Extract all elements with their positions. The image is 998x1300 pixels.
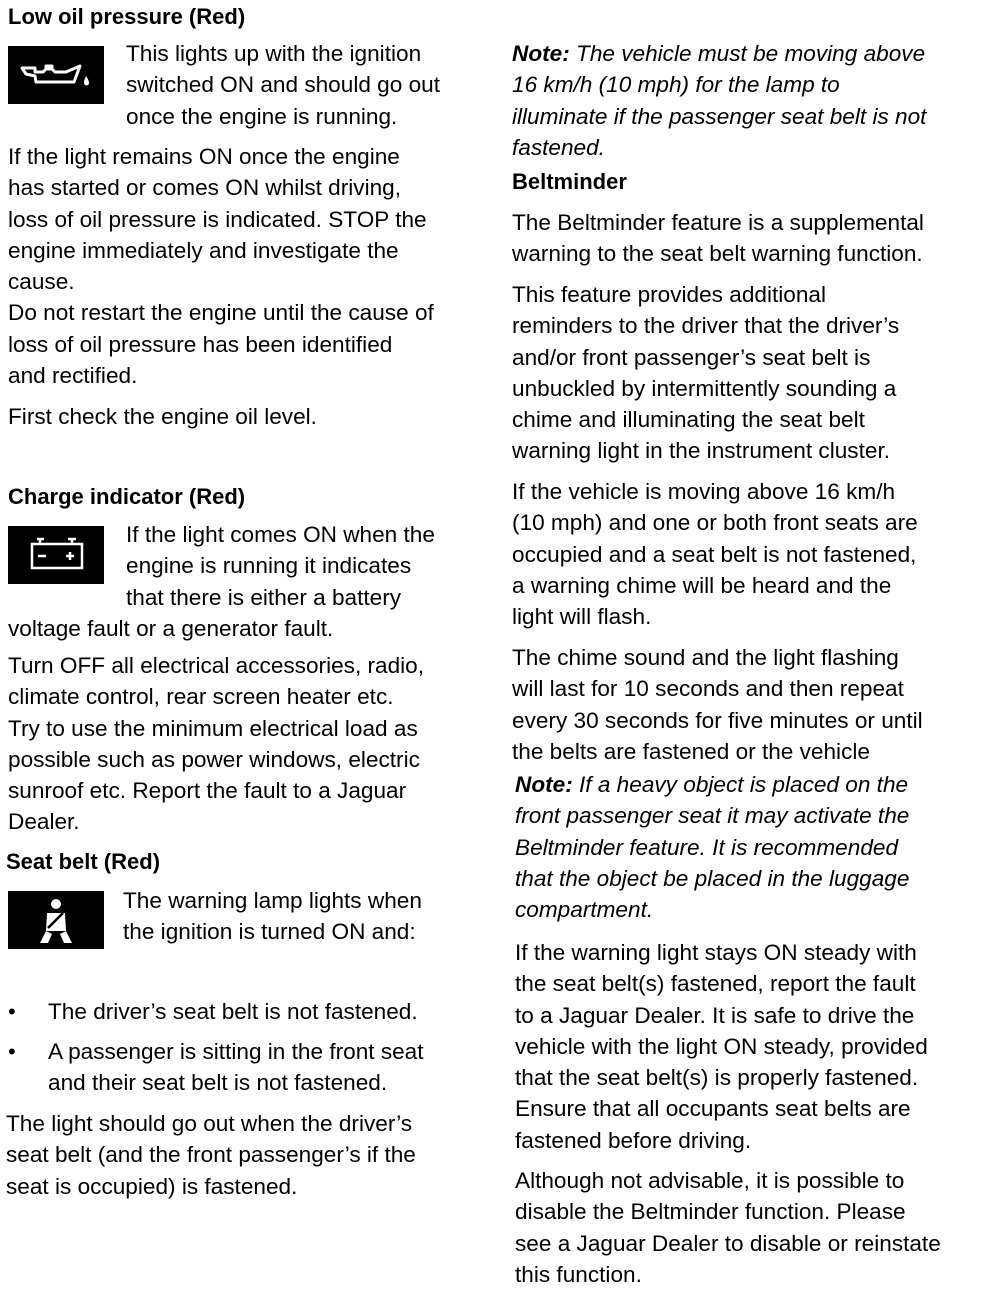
- bullet-text: The driver’s seat belt is not fastened.: [48, 999, 418, 1024]
- bullet-mark: •: [8, 999, 16, 1024]
- beltminder-heading: Beltminder: [512, 169, 627, 194]
- charge-indicator-heading: Charge indicator (Red): [8, 484, 246, 509]
- beltminder-intro: The Beltminder feature is a supplemental warning to the seat belt warning function.: [512, 210, 924, 267]
- charge-indicator-intro: If the light comes ON when the engine is running it indicates that there is either a battery: [126, 522, 435, 610]
- charge-indicator-body: Turn OFF all electrical accessories, radio, climate control, rear screen heater etc. Try to use the minimum electrical load as possible such as power windows, electric sunroof etc. Report the fault to a Jaguar Dealer.: [8, 653, 425, 835]
- oil-pressure-body: If the light remains ON once the engine has started or comes ON whilst driving, loss of oil pressure is indicated. STOP the engine immediately and investigate the cause. Do not restart the engine until the cause of loss of oil pressure has been identified and rectified.: [8, 144, 434, 389]
- disable-beltminder: Although not advisable, it is possible to disable the Beltminder function. Please see a Jaguar Dealer to disable or reinstate this function.: [515, 1168, 941, 1287]
- note-heavy-object: [515, 769, 909, 925]
- note-text: If a heavy object is placed on the front passenger seat it may activate the Beltminder feature. It is recommended that the object be placed in the luggage compartment.: [515, 772, 910, 923]
- oil-can-icon: [8, 46, 104, 104]
- list-item: [8, 1036, 486, 1100]
- bullet-mark: •: [8, 1039, 16, 1064]
- battery-icon: [8, 526, 104, 584]
- warning-light-steady: If the warning light stays ON steady with the seat belt(s) fastened, report the fault to a Jaguar Dealer. It is safe to drive the vehicle with the light ON steady, provided that the seat belt(s) is properly fastened. Ensure that all occupants seat belts are fastened before driving.: [515, 940, 928, 1153]
- note-label: Note:: [515, 772, 573, 797]
- note-label: Note:: [512, 41, 570, 66]
- oil-pressure-intro: This lights up with the ignition switched ON and should go out once the engine is running.: [126, 41, 440, 129]
- note-passenger-speed: [512, 38, 926, 163]
- beltminder-speed-condition: If the vehicle is moving above 16 km/h (10 mph) and one or both front seats are occupied and a seat belt is not fastened, a warning chime will be heard and the light will flash.: [512, 479, 918, 630]
- seat-belt-heading: Seat belt (Red): [6, 849, 161, 874]
- seat-belt-body: The light should go out when the driver’s seat belt (and the front passenger’s if the seat is occupied) is fastened.: [6, 1111, 416, 1199]
- beltminder-chime-timing: The chime sound and the light flashing will last for 10 seconds and then repeat every 30 seconds for five minutes or until the belts are fastened or the vehicle: [512, 645, 923, 764]
- oil-pressure-heading: Low oil pressure (Red): [8, 4, 246, 29]
- charge-indicator-intro-cont: voltage fault or a generator fault.: [8, 616, 334, 641]
- seat-belt-intro: The warning lamp lights when the ignition is turned ON and:: [123, 888, 422, 945]
- note-text: The vehicle must be moving above 16 km/h (10 mph) for the lamp to illuminate if the passenger seat belt is not fastened.: [512, 41, 927, 160]
- oil-pressure-check: First check the engine oil level.: [8, 404, 317, 429]
- beltminder-description: This feature provides additional reminders to the driver that the driver’s and/or front passenger’s seat belt is unbuckled by intermittently sounding a chime and illuminating the seat belt warning light in the instrument cluster.: [512, 282, 900, 464]
- seatbelt-icon: [8, 891, 104, 949]
- bullet-text: A passenger is sitting in the front seat and their seat belt is not fastened.: [48, 1039, 424, 1096]
- list-item: [8, 996, 486, 1028]
